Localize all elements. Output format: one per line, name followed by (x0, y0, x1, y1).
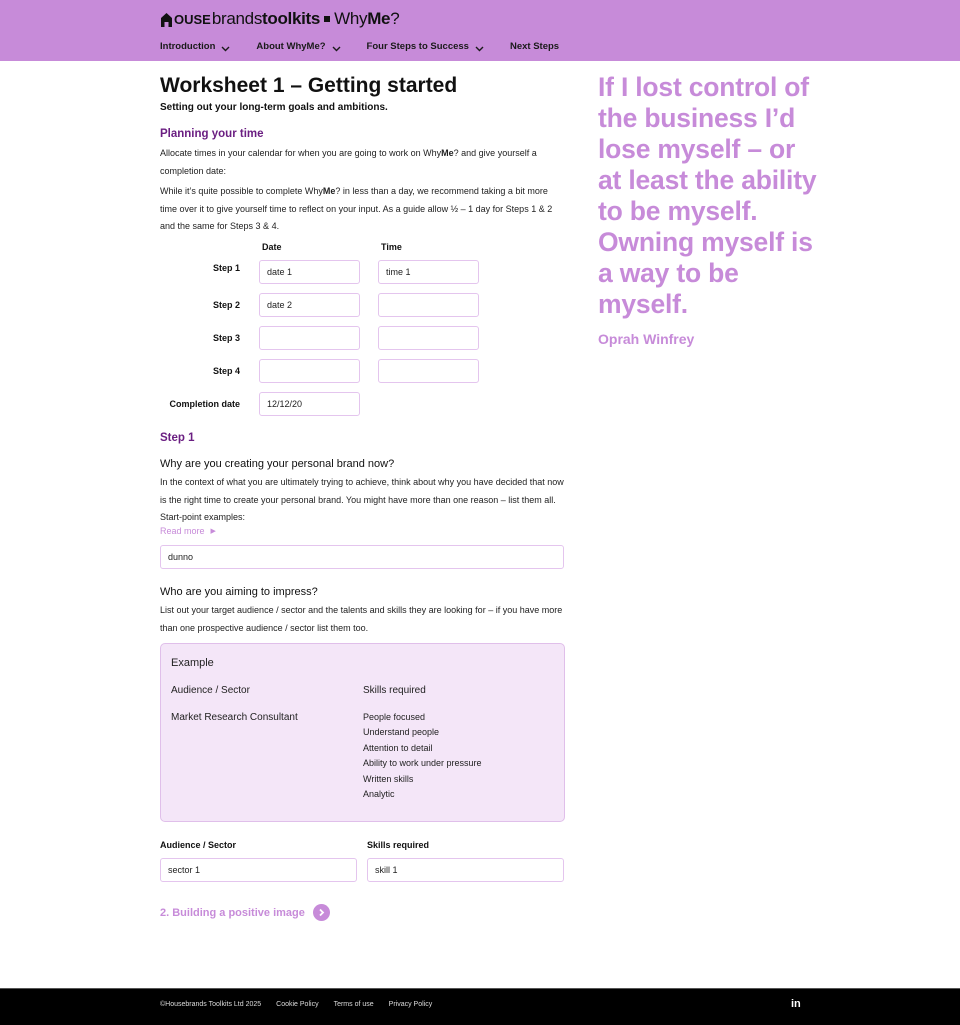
audience-sector-label: Audience / Sector (160, 840, 237, 850)
copyright-text: ©Housebrands Toolkits Ltd 2025 (160, 1001, 262, 1008)
question-why-now: Why are you creating your personal brand now? (160, 458, 395, 470)
text-bold: Me (322, 186, 336, 196)
house-logo-icon (160, 11, 173, 27)
planning-paragraph-2 (160, 183, 565, 236)
column-header-time: Time (381, 242, 402, 252)
footer-link-privacy-policy[interactable]: Privacy Policy (388, 1001, 433, 1008)
chevron-down-icon (332, 44, 341, 50)
footer-link-terms-of-use[interactable]: Terms of use (333, 1001, 374, 1008)
nav-label: About WhyMe? (256, 41, 326, 52)
example-skill: Understand people (363, 727, 440, 738)
text: Allocate times in your calendar for when you are going to work on Why (160, 148, 442, 158)
nav-label: Next Steps (509, 41, 560, 52)
question-who-impress: Who are you aiming to impress? (160, 586, 318, 598)
step-1-date-input[interactable]: date 1 (259, 260, 360, 284)
step-4-date-input[interactable] (259, 359, 360, 383)
logo-toolkits-text: toolkits (262, 9, 321, 28)
step-2-time-input[interactable] (378, 293, 479, 317)
nav-item-introduction[interactable] (160, 41, 230, 52)
step-2-label: Step 2 (212, 300, 240, 310)
chevron-down-icon (221, 44, 230, 50)
step-3-date-input[interactable] (259, 326, 360, 350)
read-more-label: Read more (160, 526, 205, 536)
step-2-date-input[interactable]: date 2 (259, 293, 360, 317)
nav-item-next-steps[interactable] (510, 41, 559, 52)
question-why-now-description: In the context of what you are ultimately trying to achieve, think about why you have decided that now is the right time to create your personal brand. You might have more than one reason – list them all. Start-point examples: (160, 477, 564, 522)
step-1-time-input[interactable]: time 1 (378, 260, 479, 284)
linkedin-icon[interactable]: in (791, 998, 801, 1010)
nav-item-about-whyme[interactable] (256, 41, 340, 52)
step-3-time-input[interactable] (378, 326, 479, 350)
column-header-date: Date (262, 242, 282, 252)
audience-sector-input[interactable]: sector 1 (160, 858, 357, 882)
logo-brands-text: brands (211, 9, 263, 28)
nav-label: Four Steps to Success (366, 41, 469, 52)
logo-house-text: OUSE (174, 11, 211, 27)
footer-links (160, 1001, 447, 1008)
planning-paragraph-1 (160, 145, 565, 180)
step-1-heading: Step 1 (160, 432, 195, 444)
read-more-link[interactable] (160, 526, 216, 536)
quote-author: Oprah Winfrey (598, 331, 695, 347)
main-nav (160, 41, 585, 52)
next-worksheet-link[interactable] (160, 904, 330, 921)
nav-item-four-steps[interactable] (367, 41, 484, 52)
logo-separator-icon (324, 16, 330, 22)
chevron-down-icon (475, 44, 484, 50)
logo-me-text: Me (367, 9, 391, 28)
skills-required-input[interactable]: skill 1 (367, 858, 564, 882)
play-triangle-icon: ▶ (210, 528, 216, 535)
page-title: Worksheet 1 – Getting started (160, 74, 458, 97)
question-who-impress-description: List out your target audience / sector and the talents and skills they are looking for – if you have more than one prospective audience / sector list them too. (160, 605, 563, 633)
completion-date-input[interactable]: 12/12/20 (259, 392, 360, 416)
why-now-answer-input[interactable]: dunno (160, 545, 564, 569)
text: While it’s quite possible to complete Why (160, 186, 323, 196)
planning-heading: Planning your time (160, 128, 264, 140)
logo-question-text: ? (390, 9, 400, 28)
example-skills-header: Skills required (363, 685, 426, 696)
example-skill: Ability to work under pressure (363, 758, 482, 769)
step-1-label: Step 1 (212, 263, 240, 273)
example-box (160, 643, 565, 822)
chevron-right-circle-icon (313, 904, 330, 921)
example-skill: Written skills (363, 773, 414, 784)
skills-required-label: Skills required (367, 840, 430, 850)
nav-label: Introduction (160, 41, 216, 52)
step-4-label: Step 4 (212, 366, 240, 376)
worksheet-intro (160, 72, 565, 236)
site-footer (0, 988, 960, 1025)
logo-why-text: Why (334, 9, 368, 28)
logo[interactable] (160, 9, 399, 29)
text: ? and give yourself a completion date: (160, 148, 537, 176)
example-audience-value: Market Research Consultant (171, 712, 298, 723)
site-header (0, 0, 960, 61)
pull-quote: If I lost control of the business I’d lose myself – or at least the ability to be myself. Owning myself is a way to be myself. (598, 72, 817, 319)
example-skills-list (363, 710, 482, 802)
footer-link-cookie-policy[interactable]: Cookie Policy (276, 1001, 319, 1008)
example-title: Example (171, 657, 214, 669)
page-subtitle: Setting out your long-term goals and ambitions. (160, 102, 388, 113)
example-audience-header: Audience / Sector (171, 685, 250, 696)
text-bold: Me (441, 148, 454, 158)
example-skill: People focused (363, 712, 426, 722)
step-4-time-input[interactable] (378, 359, 479, 383)
next-worksheet-label: 2. Building a positive image (160, 906, 305, 919)
step-3-label: Step 3 (212, 333, 240, 343)
example-skill: Attention to detail (363, 742, 433, 753)
completion-date-label: Completion date (169, 399, 240, 409)
example-skill: Analytic (363, 789, 395, 800)
text: ? in less than a day, we recommend taking a bit more time over it to give yourself time to reflect on your input. As a guide allow ½ – 1 day for Steps 1 & 2 and the same for Steps 3 & 4. (160, 186, 553, 231)
